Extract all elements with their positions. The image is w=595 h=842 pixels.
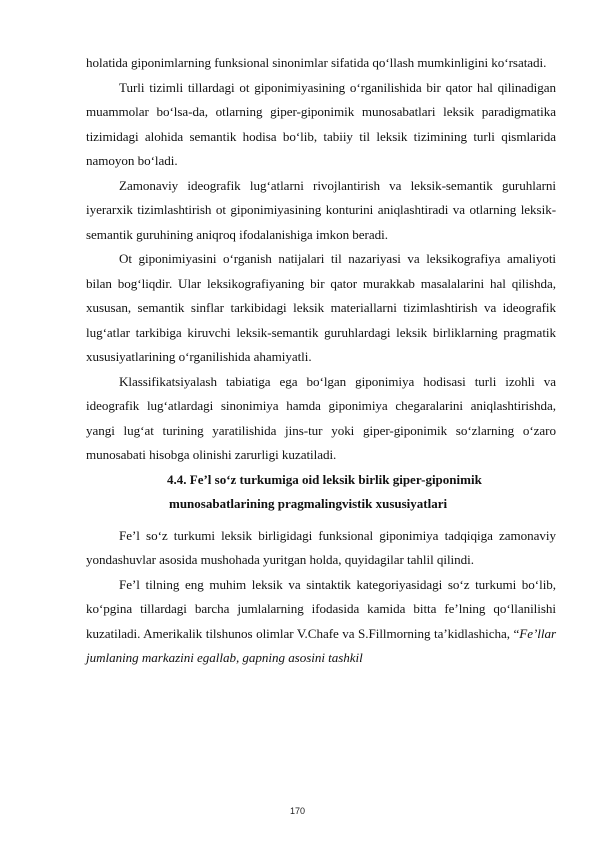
paragraph-5: Klassifikatsiyalash tabiatiga ega bo‘lgan giponimiya hodisasi turli izohli va ideografik lug‘atlardagi sinonimiya hamda giponimiya chegaralarini aniqlashtirishda, yangi lug‘at turining yaratilishida jins-tur yoki giper-giponimik so‘zlarning o‘zaro munosabati hisobga olinishi zarurligi kuzatiladi.	[86, 373, 556, 462]
section-heading	[86, 468, 556, 524]
paragraph-7	[86, 573, 556, 671]
section-heading-line-1: 4.4. Fe’l so‘z turkumiga oid leksik birlik giper-giponimik	[167, 471, 482, 487]
paragraph-4: Ot giponimiyasini o‘rganish natijalari til nazariyasi va leksikografiya amaliyoti bilan bog‘liqdir. Ular leksikografiyaning bir qator murakkab masalalarini hal qilishda, xususan, semantik sinflar tarkibidagi leksik materiallarni tizimlashtirish va ideografik lug‘atlar tarkibiga kiruvchi leksik-semantik guruhlardagi leksik birliklarning pragmatik xususiyatlarining o‘rganilishida ahamiyatli.	[86, 251, 556, 364]
paragraph-1: holatida giponimlarning funksional sinonimlar sifatida qo‘llash mumkinligini ko‘rsatadi.	[86, 55, 547, 70]
paragraph-7-text: Fe’l tilning eng muhim leksik va sintaktik kategoriyasidagi so‘z turkumi bo‘lib, ko‘pgina tillardagi barcha jumlalarning ifodasida kamida bitta fe’lning qo‘llanilishi kuzatiladi. Amerikalik tilshunos olimlar V.Chafe va S.Fillmorning ta’kidlashicha, “	[86, 576, 556, 641]
page-body	[86, 51, 556, 671]
paragraph-3: Zamonaviy ideografik lug‘atlarni rivojlantirish va leksik-semantik guruhlarni iyerarxik tizimlashtirish ot giponimiyasining konturini aniqlashtiradi va otlarning leksik-semantik guruhining aniqroq ifodalanishiga imkon beradi.	[86, 177, 556, 242]
page-number: 170	[289, 806, 306, 816]
paragraph-6: Fe’l so‘z turkumi leksik birligidagi funksional giponimiya tadqiqiga zamonaviy yondashuvlar asosida mushohada yuritgan holda, quyidagilar tahlil qilindi.	[86, 527, 556, 567]
paragraph-2: Turli tizimli tillardagi ot giponimiyasining o‘rganilishida bir qator hal qilinadigan muammolar bo‘lsa-da, otlarning giper-giponimik munosabatlari leksik paradigmatika tizimidagi alohida semantik hodisa bo‘lib, tabiiy til leksik tizimining turli qismlarida namoyon bo‘ladi.	[86, 79, 556, 168]
paragraph-7-quote: Fe’llar jumlaning markazini egallab, gapning asosini tashkil	[86, 625, 556, 665]
section-heading-line-2: munosabatlarining pragmalingvistik xususiyatlari	[169, 495, 448, 511]
